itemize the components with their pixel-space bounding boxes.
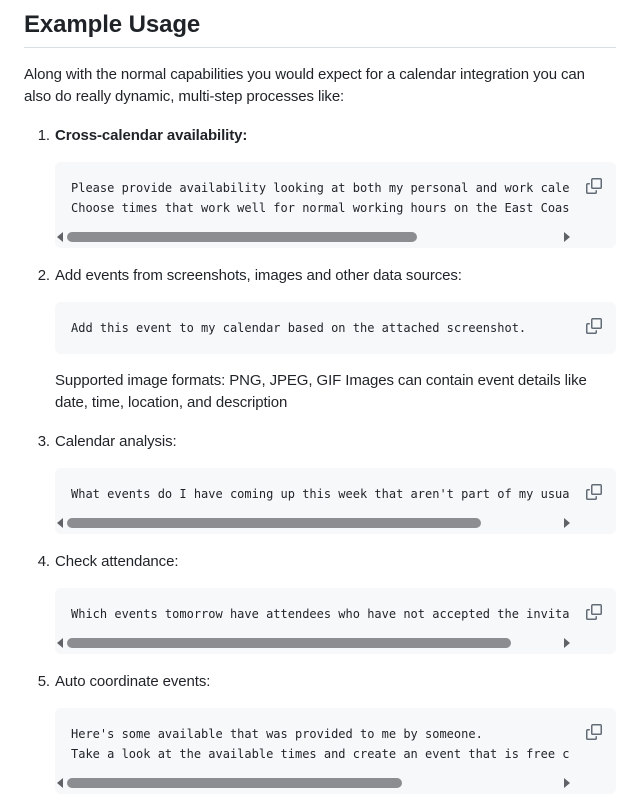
copy-icon [586,484,602,500]
copy-icon-button[interactable] [582,600,606,624]
page-title: Example Usage [24,10,616,48]
list-item-label: Check attendance: [55,553,179,570]
scrollbar-thumb[interactable] [67,518,481,528]
horizontal-scrollbar[interactable] [57,517,570,529]
code-snippet[interactable] [71,724,600,764]
copy-icon-button[interactable] [582,720,606,744]
supported-formats-note: Supported image formats: PNG, JPEG, GIF Images can contain event details like date, time, location, and description [55,372,587,411]
copy-icon-button[interactable] [582,314,606,338]
copy-icon-button[interactable] [582,480,606,504]
list-item-calendar-analysis [24,430,616,534]
list-item-number: 5. [37,673,50,690]
list-item-label: Cross-calendar availability: [55,127,248,144]
scrollbar-track[interactable] [67,778,560,788]
code-block [55,468,616,534]
scroll-right-arrow-icon[interactable] [564,232,570,242]
code-snippet[interactable] [71,604,600,624]
code-line: What events do I have coming up this week that aren't part of my usua [71,487,570,501]
scrollbar-thumb[interactable] [67,232,417,242]
copy-icon [586,178,602,194]
code-block [55,708,616,794]
horizontal-scrollbar[interactable] [57,231,570,243]
intro-paragraph: Along with the normal capabilities you would expect for a calendar integration you can also do really dynamic, multi-step processes like: [24,66,585,105]
list-item-number: 2. [37,267,50,284]
scroll-right-arrow-icon[interactable] [564,638,570,648]
scroll-right-arrow-icon[interactable] [564,518,570,528]
scroll-left-arrow-icon[interactable] [57,518,63,528]
code-line: Choose times that work well for normal working hours on the East Coas [71,201,570,215]
code-line: Add this event to my calendar based on the attached screenshot. [71,321,527,335]
code-line: Please provide availability looking at both my personal and work cale [71,181,570,195]
list-item-label: Calendar analysis: [55,433,177,450]
code-line: Take a look at the available times and create an event that is free c [71,747,570,761]
copy-icon [586,604,602,620]
horizontal-scrollbar[interactable] [57,637,570,649]
copy-icon [586,318,602,334]
list-item-number: 4. [37,553,50,570]
list-item-auto-coordinate [24,670,616,794]
example-usage-list [24,124,616,794]
code-block [55,588,616,654]
list-item-add-events [24,264,616,414]
code-line: Which events tomorrow have attendees who have not accepted the invita [71,607,570,621]
list-item-label: Add events from screenshots, images and other data sources: [55,267,462,284]
code-block [55,302,616,354]
list-item-number: 3. [37,433,50,450]
scrollbar-track[interactable] [67,518,560,528]
list-item-cross-calendar [24,124,616,248]
scrollbar-thumb[interactable] [67,778,402,788]
code-line: Here's some available that was provided to me by someone. [71,727,483,741]
scroll-right-arrow-icon[interactable] [564,778,570,788]
scrollbar-thumb[interactable] [67,638,511,648]
copy-icon-button[interactable] [582,174,606,198]
scrollbar-track[interactable] [67,232,560,242]
list-item-check-attendance [24,550,616,654]
scroll-left-arrow-icon[interactable] [57,232,63,242]
code-snippet[interactable] [71,318,600,338]
list-item-number: 1. [37,127,50,144]
copy-icon [586,724,602,740]
code-snippet[interactable] [71,484,600,504]
scroll-left-arrow-icon[interactable] [57,778,63,788]
horizontal-scrollbar[interactable] [57,777,570,789]
scrollbar-track[interactable] [67,638,560,648]
scroll-left-arrow-icon[interactable] [57,638,63,648]
code-snippet[interactable] [71,178,600,218]
list-item-label: Auto coordinate events: [55,673,211,690]
code-block [55,162,616,248]
